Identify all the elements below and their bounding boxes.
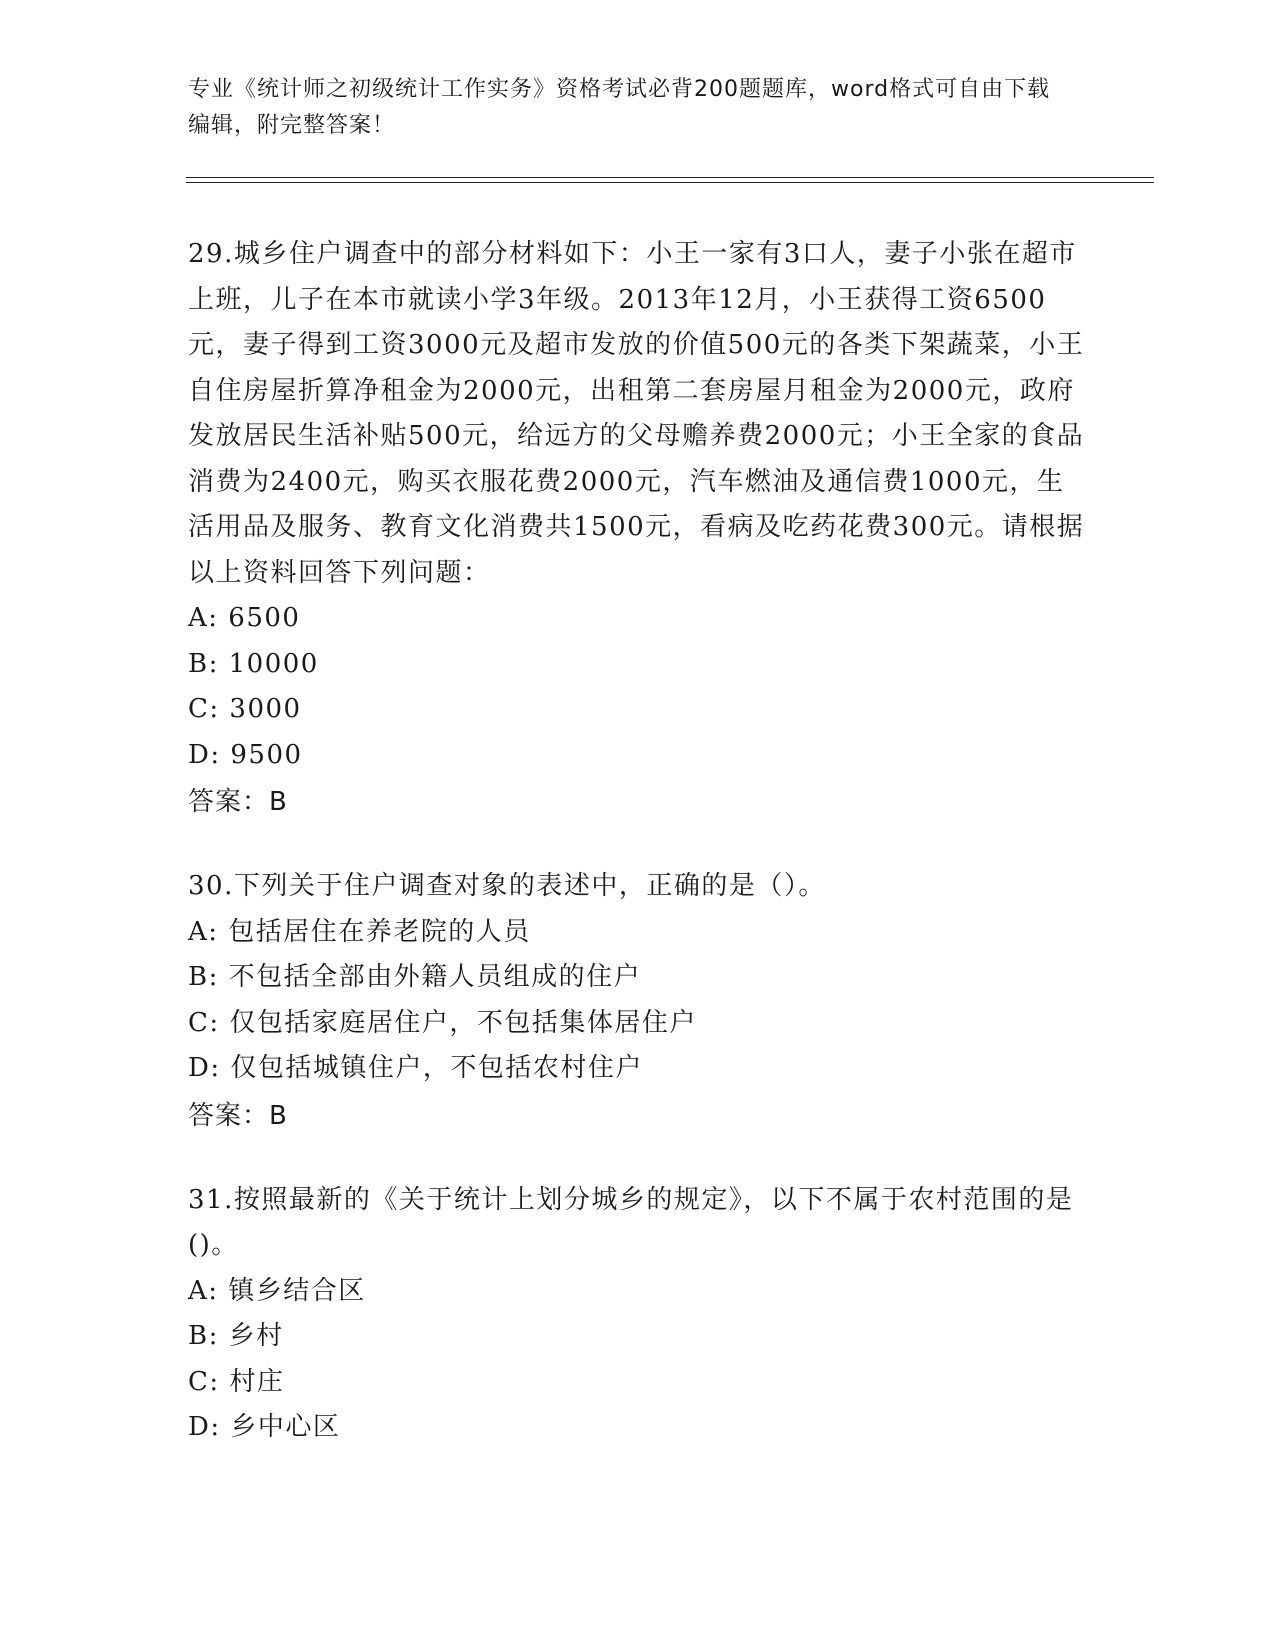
answer-label: 答案：B bbox=[188, 1100, 288, 1131]
option-b: B: 乡村 bbox=[188, 1321, 284, 1351]
question-31 bbox=[188, 1178, 1088, 1451]
option-c: C: 3000 bbox=[188, 694, 302, 724]
document-header: 专业《统计师之初级统计工作实务》资格考试必背200题题库，word格式可自由下载编辑，附完整答案！ bbox=[188, 77, 1051, 138]
option-a: A: 镇乡结合区 bbox=[188, 1275, 366, 1306]
question-29 bbox=[188, 232, 1088, 826]
answer-label: 答案：B bbox=[188, 787, 288, 817]
option-b: B: 不包括全部由外籍人员组成的住户 bbox=[188, 962, 642, 992]
question-30 bbox=[188, 864, 1088, 1140]
question-stem: 29.城乡住户调查中的部分材料如下：小王一家有3口人，妻子小张在超市上班，儿子在本市就读小学3年级。2013年12月，小王获得工资6500元，妻子得到工资3000元及超市发放的价值500元的各类下架蔬菜，小王自住房屋折算净租金为2000元，出租第二套房屋月租金为2000元，政府发放居民生活补贴500元，给远方的父母赡养费2000元；小王全家的食品消费为2400元，购买衣服花费2000元，汽车燃油及通信费1000元，生活用品及服务、教育文化消费共1500元，看病及吃药花费300元。请根据以上资料回答下列问题： bbox=[188, 239, 1085, 588]
option-b: B: 10000 bbox=[188, 648, 319, 679]
question-stem: 31.按照最新的《关于统计上划分城乡的规定》，以下不属于农村范围的是()。 bbox=[188, 1184, 1074, 1260]
option-a: A: 6500 bbox=[188, 603, 301, 633]
option-c: C: 仅包括家庭居住户，不包括集体居住户 bbox=[188, 1007, 697, 1038]
question-list bbox=[188, 232, 1088, 1489]
option-a: A: 包括居住在养老院的人员 bbox=[188, 916, 531, 947]
question-stem: 30.下列关于住户调查对象的表述中，正确的是（）。 bbox=[188, 871, 826, 901]
option-d: D: 乡中心区 bbox=[188, 1412, 341, 1442]
option-d: D: 仅包括城镇住户，不包括农村住户 bbox=[188, 1053, 643, 1083]
option-d: D: 9500 bbox=[188, 739, 303, 770]
header-divider-bottom bbox=[186, 182, 1154, 183]
option-c: C: 村庄 bbox=[188, 1366, 285, 1397]
header-divider-top bbox=[186, 177, 1154, 178]
